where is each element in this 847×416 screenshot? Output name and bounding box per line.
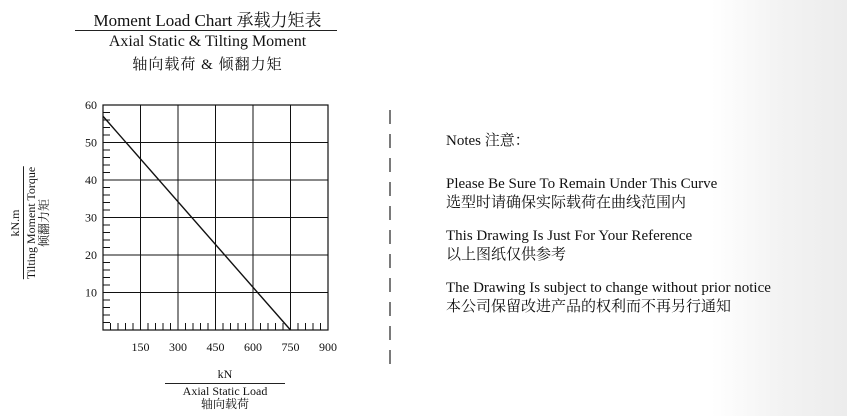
chart-subtitle-en: Axial Static & Tilting Moment: [108, 33, 307, 50]
notes-heading: Notes 注意：: [446, 133, 530, 149]
x-tick-label: 450: [206, 340, 225, 354]
note-item: [446, 279, 771, 317]
x-tick-label: 600: [244, 340, 262, 354]
chart-tick-labels: [85, 98, 337, 354]
y-tick-label: 10: [85, 285, 97, 300]
chart-ticks: [103, 113, 321, 331]
y-tick-label: 60: [85, 98, 97, 112]
x-tick-label: 900: [319, 340, 337, 354]
note-text-cn: 本公司保留改进产品的权利而不再另行通知: [446, 299, 732, 315]
note-text-cn: 选型时请确保实际载荷在曲线范围内: [446, 195, 687, 211]
y-tick-label: 50: [85, 135, 97, 150]
notes-panel: [446, 132, 771, 331]
x-tick-label: 300: [169, 340, 187, 354]
x-axis-name-cn: 轴向载荷: [200, 397, 249, 411]
chart-title: Moment Load Chart 承载力矩表: [93, 11, 322, 30]
chart-grid: [103, 105, 328, 330]
x-tick-label: 750: [281, 340, 300, 354]
y-tick-label: 40: [85, 173, 97, 187]
y-tick-label: 30: [85, 210, 97, 225]
y-axis-unit: kN.m: [8, 209, 22, 237]
note-text-en: This Drawing Is Just For Your Reference: [446, 228, 693, 244]
note-text-cn: 以上图纸仅供参考: [446, 247, 567, 263]
note-item: [446, 175, 771, 213]
x-axis-unit: kN: [217, 367, 233, 381]
x-axis-label: [165, 368, 285, 411]
x-tick-label: 150: [131, 340, 150, 354]
y-axis-name-en: Tilting Moment Torque: [24, 166, 38, 280]
x-axis-name-en: Axial Static Load: [182, 384, 268, 398]
note-item: [446, 227, 771, 265]
chart-subtitle-cn: 轴向载荷 & 倾翻力矩: [132, 57, 283, 73]
y-axis-name-cn: 倾翻力矩: [37, 198, 51, 248]
note-text-en: Please Be Sure To Remain Under This Curve: [446, 176, 718, 192]
note-text-en: The Drawing Is subject to change without prior notice: [446, 280, 771, 296]
y-tick-label: 20: [85, 248, 97, 262]
chart-series: [103, 116, 291, 330]
moment-limit-curve: [103, 116, 291, 330]
